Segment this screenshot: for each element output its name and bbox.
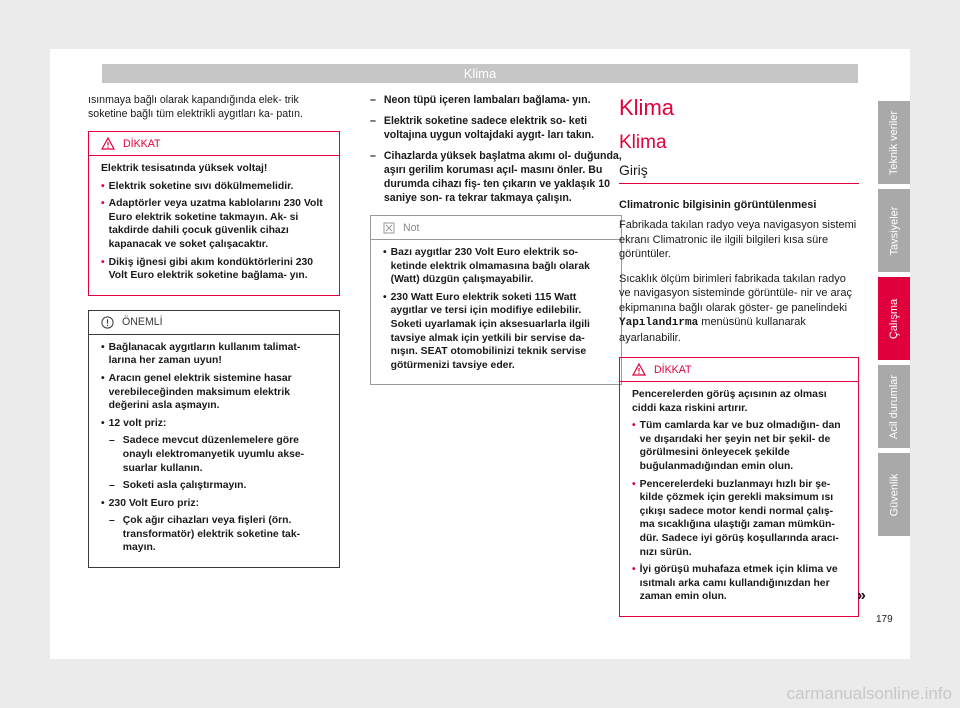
list-item: • İyi görüşü muhafaza etmek için klima ve ısıtmalı arka camı kullandığınızdan her zaman emin olun. [632, 564, 838, 603]
intro-paragraph: ısınmaya bağlı olarak kapandığında elek- trik soketine bağlı tüm elektrikli aygıtları ka- patın. [88, 94, 303, 120]
paragraph: Fabrikada takılan radyo veya navigasyon sistemi ekranı Climatronic ile ilgili bilgileri kısa süre görüntüler. [619, 219, 857, 260]
tab-teknik-veriler[interactable]: Teknik veriler [878, 101, 910, 184]
note-icon [383, 222, 395, 234]
warning-lead: Pencerelerden görüş açısının az olması ciddi kaza riskini artırır. [632, 389, 827, 414]
watermark: carmanualsonline.info [786, 684, 952, 703]
warning-box-electric [88, 131, 340, 296]
menu-name: Yapılandırma [619, 317, 699, 329]
list-item: – Cihazlarda yüksek başlatma akımı ol- duğunda, aşırı gerilim koruması açıl- masını önler. Bu durumda cihazı fiş- ten çıkarın ve yaklaşık 10 saniye son- ra tekrar takmaya çalışın. [370, 150, 622, 204]
warning-lead: Elektrik tesisatında yüksek voltaj! [101, 163, 268, 174]
tab-calisma[interactable]: Çalışma [878, 277, 910, 360]
warning-triangle-icon [101, 137, 115, 150]
sub-list-item: – Çok ağır cihazları veya fişleri (örn. transformatör) elektrik soketine tak- mayın. [109, 515, 301, 554]
warning-triangle-icon [632, 363, 646, 376]
sub-list-item: – Soketi asla çalıştırmayın. [109, 480, 247, 492]
column-middle [370, 93, 622, 399]
subsection-title: Giriş [619, 163, 859, 184]
info-circle-icon [101, 316, 114, 329]
chapter-title: Klima [619, 95, 675, 120]
list-item: • Elektrik soketine sıvı dökülmemelidir. [101, 180, 294, 192]
important-title: ÖNEMLİ [122, 316, 163, 329]
list-item: • 230 Volt Euro priz: [101, 497, 200, 509]
paragraph: Sıcaklık ölçüm birimleri fabrikada takılan radyo ve navigasyon sisteminde görüntüle- nir ve araç ekipmanına bağlı olarak göster- ge panelindeki Yapılandırma menüsünü kullanarak ayarlanabilir. [619, 272, 852, 344]
warning-title: DİKKAT [654, 363, 692, 376]
section-header: Klima [102, 64, 858, 83]
tab-guvenlik[interactable]: Güvenlik [878, 453, 910, 536]
tab-tavsiyeler[interactable]: Tavsiyeler [878, 189, 910, 272]
continue-arrow-icon: » [857, 587, 866, 604]
list-item: – Elektrik soketine sadece elektrik so- keti voltajına uygun voltajdaki aygıt- ları takın. [370, 115, 595, 141]
list-item: • Bağlanacak aygıtların kullanım talimat- larına her zaman uyun! [101, 341, 301, 367]
list-item: • Aracın genel elektrik sistemine hasar verebileceğinden maksimum elektrik değerini asla aşmayın. [101, 372, 292, 412]
list-item: • Bazı aygıtlar 230 Volt Euro elektrik so- ketinde elektrik olmamasına bağlı olarak (Watt) düzgün çalışmayabilir. [383, 247, 590, 286]
column-right [619, 93, 859, 631]
list-item: • Pencerelerdeki buzlanmayı hızlı bir şe- kilde çözmek için gerekli maksimum ısı çıkışı sadece motor kendi normal çalış- ma sıcaklığına ulaştığı zaman mümkün- dür. Sadece iyi görüş koşullarında aracı- nızı sürün. [632, 478, 839, 558]
list-item: • 230 Watt Euro elektrik soketi 115 Watt aygıtlar ve tersi için modifiye edilebilir. Soketi uyarlamak için aksesuarlarla ilgili tavsiye almak için yetkili bir servise da- nışın. SEAT otomobilinizi teknik servise götürmenizi tavsiye eder. [383, 291, 590, 371]
important-box [88, 310, 340, 568]
sub-list-item: – Sadece mevcut düzenlemelere göre onaylı elektromanyetik uyumlu akse- suarlar kullanın. [109, 435, 305, 474]
list-item: • Adaptörler veya uzatma kablolarını 230 Volt Euro elektrik soketine takmayın. Ak- si takdirde dahili çocuk güvenlik cihazı kapanacak ve soket çalışacaktır. [101, 198, 323, 250]
note-title: Not [403, 221, 420, 234]
manual-page [50, 49, 910, 659]
page-number: 179 [876, 614, 893, 625]
warning-title: DİKKAT [123, 137, 161, 150]
list-item: – Neon tüpü içeren lambaları bağlama- yın. [370, 94, 591, 106]
column-left [88, 93, 340, 582]
tab-acil-durumlar[interactable]: Acil durumlar [878, 365, 910, 448]
dash-list [370, 93, 622, 205]
topic-heading: Climatronic bilgisinin görüntülenmesi [619, 199, 817, 211]
list-item: • Dikiş iğnesi gibi akım kondüktörlerini 230 Volt Euro elektrik soketine bağlama- yın. [101, 256, 314, 282]
list-item: • Tüm camlarda kar ve buz olmadığın- dan ve dışarıdaki her şeyin net bir şekil- de görülmesini önleyecek şekilde buğulanmadığından emin olun. [632, 420, 841, 472]
warning-box-visibility [619, 357, 859, 617]
section-title: Klima [619, 132, 667, 153]
list-item: • 12 volt priz: [101, 417, 167, 429]
note-box [370, 215, 622, 385]
